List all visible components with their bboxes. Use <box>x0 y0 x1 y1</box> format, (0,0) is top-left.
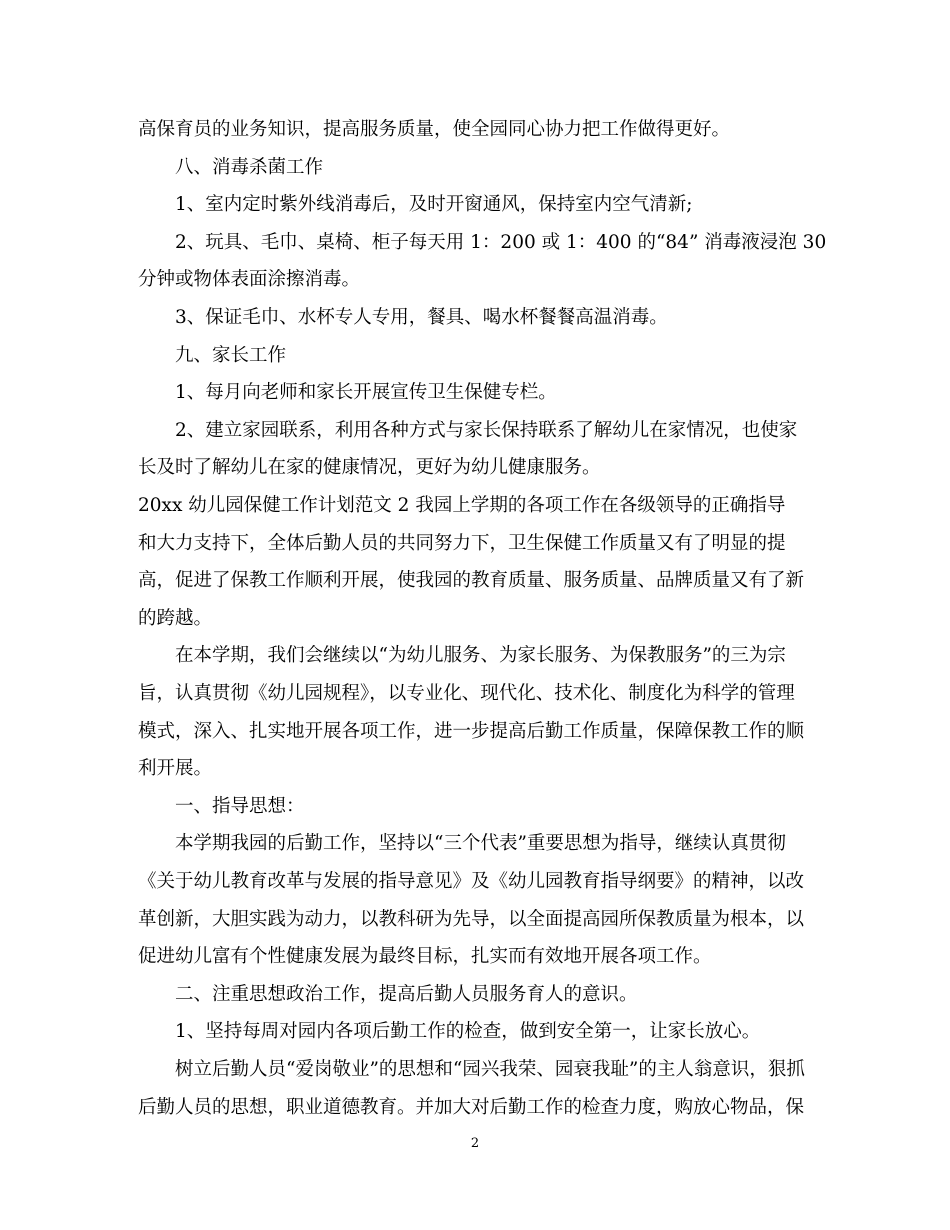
text-line: 2、建立家园联系，利用各种方式与家长保持联系了解幼儿在家情况，也使家 <box>175 420 798 441</box>
text-line: 和大力支持下，全体后勤人员的共同努力下，卫生保健工作质量又有了明显的提 <box>138 533 786 554</box>
text-line: 20xx 幼儿园保健工作计划范文 2 我园上学期的各项工作在各级领导的正确指导 <box>138 495 786 516</box>
text-line: 1、坚持每周对园内各项后勤工作的检查，做到安全第一，让家长放心。 <box>175 1021 761 1042</box>
text-line: 长及时了解幼儿在家的健康情况，更好为幼儿健康服务。 <box>138 457 601 478</box>
text-line: 树立后勤人员“爱岗敬业”的思想和“园兴我荣、园衰我耻”的主人翁意识，狠抓 <box>175 1059 805 1080</box>
text-line: 的跨越。 <box>138 608 213 629</box>
text-line: 后勤人员的思想，职业道德教育。并加大对后勤工作的检查力度，购放心物品，保 <box>138 1097 805 1118</box>
text-line: 二、注重思想政治工作，提高后勤人员服务育人的意识。 <box>175 984 638 1005</box>
text-line: 1、室内定时紫外线消毒后，及时开窗通风，保持室内空气清新; <box>175 194 693 215</box>
text-line: 八、消毒杀菌工作 <box>175 157 324 178</box>
text-line: 高保育员的业务知识，提高服务质量，使全园同心协力把工作做得更好。 <box>138 119 731 140</box>
text-line: 分钟或物体表面涂擦消毒。 <box>138 269 361 290</box>
text-line: 促进幼儿富有个性健康发展为最终目标，扎实而有效地开展各项工作。 <box>138 946 712 967</box>
text-line: 本学期我园的后勤工作，坚持以“三个代表”重要思想为指导，继续认真贯彻 <box>175 833 786 854</box>
text-line: 3、保证毛巾、水杯专人专用，餐具、喝水杯餐餐高温消毒。 <box>175 307 668 328</box>
text-line: 利开展。 <box>138 758 213 779</box>
text-line: 高，促进了保教工作顺利开展，使我园的教育质量、服务质量、品牌质量又有了新 <box>138 570 805 591</box>
text-line: 1、每月向老师和家长开展宣传卫生保健专栏。 <box>175 382 557 403</box>
text-line: 《关于幼儿教育改革与发展的指导意见》及《幼儿园教育指导纲要》的精神，以改 <box>138 871 805 892</box>
page-number: 2 <box>470 1136 480 1151</box>
text-line: 在本学期，我们会继续以“为幼儿服务、为家长服务、为保教服务”的三为宗 <box>175 645 786 666</box>
text-line: 旨，认真贯彻《幼儿园规程》，以专业化、现代化、技术化、制度化为科学的管理 <box>138 683 795 704</box>
text-line: 九、家长工作 <box>175 345 287 366</box>
text-line: 一、指导思想： <box>175 796 305 817</box>
text-line: 模式，深入、扎实地开展各项工作，进一步提高后勤工作质量，保障保教工作的顺 <box>138 721 805 742</box>
text-line: 2、玩具、毛巾、桌椅、柜子每天用 1：200 或 1：400 的“84” 消毒液浸泡 30 <box>175 232 827 253</box>
text-line: 革创新，大胆实践为动力，以教科研为先导，以全面提高园所保教质量为根本，以 <box>138 909 805 930</box>
